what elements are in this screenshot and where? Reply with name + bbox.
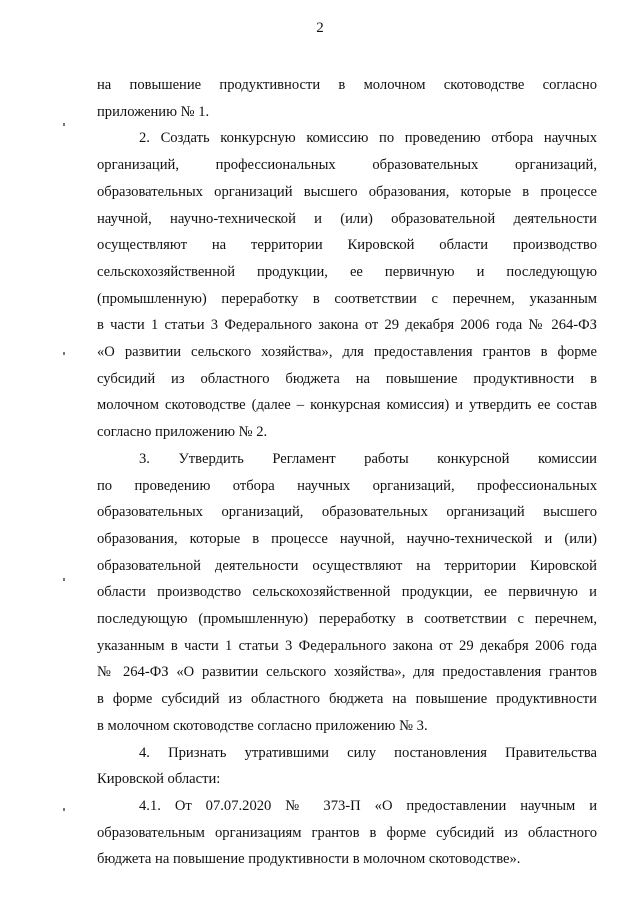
- text-line: по проведению отбора научных организаций, профессиональных: [97, 477, 597, 494]
- text-line: области производство сельскохозяйственной продукции, ее первичную и: [97, 584, 597, 601]
- text-line: согласно приложению № 2.: [97, 424, 268, 441]
- text-line: образования, которые в процессе научной, научно-технической и (или): [97, 530, 597, 547]
- text-line: 2. Создать конкурсную комиссию по проведению отбора научных: [139, 130, 597, 147]
- text-line: образовательных организаций, образовательных организаций высшего: [97, 504, 597, 521]
- scan-speck: [63, 578, 65, 581]
- text-line: приложению № 1.: [97, 103, 210, 120]
- text-line: образовательных организаций высшего образования, которые в процессе: [97, 183, 597, 200]
- text-line: в части 1 статьи 3 Федерального закона от 29 декабря 2006 года № 264-ФЗ: [97, 317, 597, 334]
- text-line: Кировской области:: [97, 771, 221, 788]
- text-line: 4. Признать утратившими силу постановления Правительства: [139, 744, 597, 761]
- page-number: 2: [316, 20, 324, 36]
- paragraph-item-4-1: [97, 793, 597, 873]
- document-body: [97, 72, 597, 873]
- text-line: осуществляют на территории Кировской области производство: [97, 237, 597, 254]
- scan-speck: [63, 123, 65, 126]
- text-line: на повышение продуктивности в молочном скотоводстве согласно: [97, 77, 597, 93]
- paragraph-item-3: [97, 446, 597, 740]
- text-line: 4.1. От 07.07.2020 № 373-П «О предоставлении научным и: [139, 797, 597, 814]
- text-line: образовательной деятельности осуществляют на территории Кировской: [97, 557, 597, 574]
- text-line: указанным в части 1 статьи 3 Федерального закона от 29 декабря 2006 года: [97, 637, 597, 654]
- paragraph-continuation: [97, 72, 597, 125]
- paragraph-item-2: [97, 125, 597, 445]
- scan-speck: [63, 352, 65, 355]
- text-line: научной, научно-технической и (или) образовательной деятельности: [97, 210, 597, 227]
- text-line: в молочном скотоводстве согласно приложению № 3.: [97, 717, 428, 734]
- scan-speck: [63, 808, 65, 811]
- text-line: (промышленную) переработку в соответствии с перечнем, указанным: [97, 290, 597, 307]
- text-line: «О развитии сельского хозяйства», для предоставления грантов в форме: [97, 344, 597, 361]
- text-line: образовательным организациям грантов в форме субсидий из областного: [97, 824, 597, 841]
- text-line: субсидий из областного бюджета на повышение продуктивности в: [97, 370, 597, 387]
- text-line: организаций, профессиональных образовательных организаций,: [97, 157, 597, 174]
- text-line: молочном скотоводстве (далее – конкурсная комиссия) и утвердить ее состав: [97, 397, 597, 414]
- text-line: № 264-ФЗ «О развитии сельского хозяйства», для предоставления грантов: [97, 664, 597, 681]
- text-line: последующую (промышленную) переработку в соответствии с перечнем,: [97, 611, 597, 628]
- text-line: бюджета на повышение продуктивности в молочном скотоводстве».: [97, 851, 521, 868]
- text-line: 3. Утвердить Регламент работы конкурсной комиссии: [139, 450, 597, 467]
- paragraph-item-4: [97, 740, 597, 793]
- text-line: в форме субсидий из областного бюджета на повышение продуктивности: [97, 691, 597, 708]
- text-line: сельскохозяйственной продукции, ее первичную и последующую: [97, 263, 597, 280]
